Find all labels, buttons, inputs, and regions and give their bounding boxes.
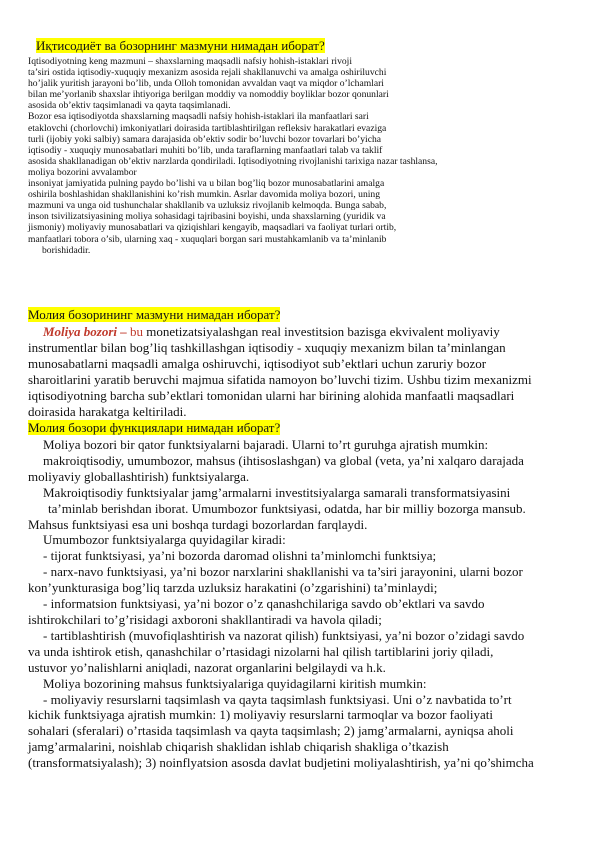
text-line: Mahsus funktsiyasi esa uni boshqa turdagi bozorlardan farqlaydi. bbox=[28, 516, 368, 532]
list-item: - narx-navo funktsiyasi, ya’ni bozor narxlarini shakllanishi va ta’siri jarayonini, ularni bozor bbox=[43, 564, 523, 580]
paragraph-financial-market-functions bbox=[28, 437, 573, 771]
text-line: etaklovchi (chorlovchi) imkoniyatlari doirasida tartiblashtirilgan refleksiv harakatlari evaziga bbox=[28, 122, 387, 134]
list-item: - informatsion funktsiyasi, ya’ni bozor o’z qanashchilariga savdo ob’ektlari va savdo bbox=[43, 596, 485, 612]
text-line: instrumentlar bilan bog’liq tashkillashgan iqtisodiy - xuquqiy mexanizm bilan ta’minlangan bbox=[28, 339, 506, 355]
text-line: inson tsivilizatsiyasining moliya sohasidagi tajribasini boyishi, unda shaxslarning (yuridik va bbox=[28, 211, 386, 223]
heading-economy-market bbox=[36, 38, 325, 54]
text-line: sharoitlarini yaratib beruvchi majmua sifatida namoyon bo’luvchi tizim. Ushbu tizim mexanizmi bbox=[28, 371, 532, 387]
defined-term: Moliya bozori – bbox=[43, 324, 127, 339]
heading-highlight: Молия бозори функциялари нимадан иборат? bbox=[28, 420, 281, 435]
text-line: Bozor esa iqtisodiyotda shaxslarning maqsadli nafsiy hohish-istaklari ila manfaatlari sari bbox=[28, 111, 369, 123]
text-line: mazmuni va unga oid tushunchalar shakllanib va uzluksiz rivojlanib kelmoqda. Bunga sabab, bbox=[28, 200, 387, 212]
text-line: Makroiqtisodiy funktsiyalar jamg’armalarni investitsiyalarga samarali transformatsiyasini bbox=[43, 484, 511, 500]
text-line: va unda ishtirok etish, qanashchilar o’rtasidagi nizolarni hal qilish tartiblarini joriy qiladi, bbox=[28, 643, 494, 659]
heading-highlight: Иқтисодиёт ва бозорнинг мазмуни нимадан иборат? bbox=[36, 38, 325, 53]
list-item: - tijorat funktsiyasi, ya’ni bozorda daromad olishni ta’minlomchi funktsiya; bbox=[43, 548, 437, 564]
text-line: ta’siri ostida iqtisodiy-xuquqiy mexanizm asosida rejali shakllanuvchi va amalga oshiriluvchi bbox=[28, 67, 387, 79]
text-line: ishtirokchilari to’g’risidagi axboroni shakllantiradi va havola qiladi; bbox=[28, 611, 382, 627]
text-line: jismoniy) moliyaviy munosabatlari va qiziqishlari kengayib, maqsadlari va faoliyat turlari ortib, bbox=[28, 222, 397, 234]
paragraph-economy-definition bbox=[28, 56, 573, 256]
text-line: Umumbozor funktsiyalarga quyidagilar kiradi: bbox=[43, 532, 286, 548]
text-line: makroiqtisodiy, umumbozor, mahsus (ihtisoslashgan) va global (veta, ya’ni xalqaro darajada bbox=[43, 452, 524, 468]
text-line: asosida ob’ektiv taqsimlanadi va qayta taqsimlanadi. bbox=[28, 100, 231, 112]
text-line: Moliya bozorining mahsus funktsiyalariga quyidagilarni kiritish mumkin: bbox=[43, 675, 427, 691]
text-line: ustuvor yo’nalishlarni aniqladi, nazorat organlarini belgilaydi va h.k. bbox=[28, 659, 386, 675]
text-line: iqtisodiyotning barcha sub’ektlari tomonidan ularni har birining alohida manfaatli maqsadlari bbox=[28, 387, 515, 403]
text-line: moliya bozorini avvalambor bbox=[28, 166, 137, 178]
text-line: oshirila boshlashidan shakllanishini ko’rish mumkin. Asrlar davomida moliya bozori, uning bbox=[28, 189, 380, 201]
text-line: turli (ijobiy yoki salbiy) samara darajasida ob’ektiv sodir bo’luvchi bozor tovarlari bo’yicha bbox=[28, 133, 382, 145]
heading-financial-market-functions bbox=[28, 420, 280, 436]
text-line: kichik funktsiyaga ajratish mumkin: 1) moliyaviy resurslarni tarmoqlar va bozor faoliyati bbox=[28, 707, 493, 723]
text-line: ho’jalik yuritish jarayoni bo’lib, unda Olloh tomonidan avvaldan vaqt va miqdor o’lchamlari bbox=[28, 78, 384, 90]
text-line: Iqtisodiyotning keng mazmuni – shaxslarning maqsadli nafsiy hohish-istaklari rivoji bbox=[28, 56, 353, 67]
heading-financial-market-content bbox=[28, 307, 280, 323]
text-line: manfaatlari tobora o’sib, ularning xaq - xuquqlari borgan sari mustahkamlanib va ta’minlanib bbox=[28, 233, 387, 245]
text-line: jamg’armalarini, noishlab chiqarish shaklidan ishlab chiqarish shakliga o’tkazish bbox=[28, 739, 449, 755]
text-line: Moliya bozori bir qator funktsiyalarni bajaradi. Ularni to’rt guruhga ajratish mumkin: bbox=[43, 437, 489, 452]
text-line: insoniyat jamiyatida pulning paydo bo’lishi va u bilan bog’liq bozor munosabatlarini amalga bbox=[28, 178, 385, 190]
term-connector: bu bbox=[126, 324, 144, 339]
heading-highlight: Молия бозорининг мазмуни нимадан иборат? bbox=[28, 307, 281, 322]
text-line: borishidadir. bbox=[42, 244, 91, 256]
text-line: iqtisodiy - xuquqiy munosabatlari muhiti bo’lib, unda taraflarning manfaatlari talab va taklif bbox=[28, 144, 383, 156]
text-fragment: monetizatsiyalashgan real investitsion bazisga ekvivalent moliyaviy bbox=[143, 324, 500, 339]
text-line: asosida shakllanadigan ob’ektiv narzlarda qondiriladi. Iqtisodiyotning rivojlanishi tarixiga nazar tashlansa, bbox=[28, 155, 438, 167]
list-item: - tartiblashtirish (muvofiqlashtirish va nazorat qilish) funktsiyasi, ya’ni bozor o’zidagi savdo bbox=[43, 627, 525, 643]
text-line: munosabatlarni maqsadli amalga oshiruvchi, iqtisodiyot sub’ektlari uchun zaruriy bozor bbox=[28, 355, 487, 371]
paragraph-financial-market-definition bbox=[28, 324, 573, 419]
text-line: ta’minlab berishdan iborat. Umumbozor funktsiyasi, odatda, har bir milliy bozorga mansub. bbox=[48, 500, 526, 516]
text-line: moliyaviy globallashtirish) funktsiyalarga. bbox=[28, 468, 250, 484]
text-line: bilan me’yorlanib shaxslar ihtiyoriga berilgan moddiy va nomoddiy boyliklar bozor qonunlari bbox=[28, 89, 389, 101]
text-line: sohalari (sferalari) o’rtasida taqsimlash va qayta taqsimlash; 2) jamg’armalarni, ayniqsa aholi bbox=[28, 723, 514, 739]
text-line bbox=[28, 324, 573, 340]
text-line: (transformatsiyalash); 3) noinflyatsion asosda davlat budjetini moliyalashtirish, ya’ni qo’shimcha bbox=[28, 755, 534, 771]
text-line: doirasida harakatga keltiriladi. bbox=[28, 403, 187, 419]
list-item: - moliyaviy resurslarni taqsimlash va qayta taqsimlash funktsiyasi. Uni o’z navbatida to’rt bbox=[43, 691, 512, 707]
text-line: kon’yunkturasiga bog’liq tarzda uzluksiz harakatini (o’zgarishini) ta’minlaydi; bbox=[28, 580, 438, 596]
